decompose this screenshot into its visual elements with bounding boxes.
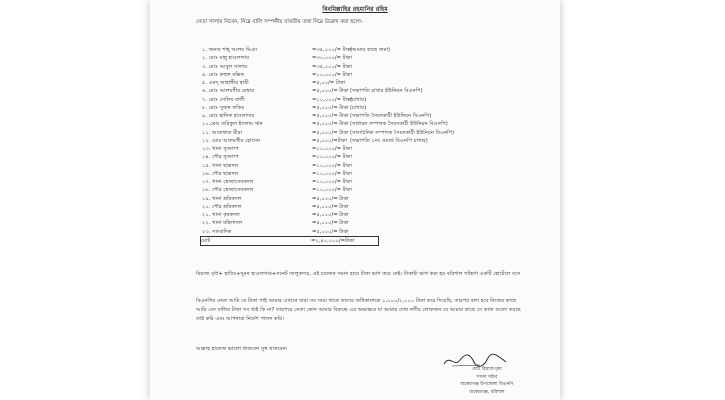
row-note: (সভাপতি চাখার ইউনিয়ন বিএনপি): [350, 88, 423, 95]
row-amount: =১০,০০০/= টাকা: [312, 162, 353, 169]
list-item: [202, 46, 502, 54]
row-amount: =৫,০০০/= টাকা: [312, 212, 349, 218]
list-item: [202, 228, 502, 236]
total-amount: =২,৪০,০০০/=টাকা: [311, 237, 355, 244]
list-item: [202, 219, 502, 227]
row-name: ১৬. শৌর ছাত্রদল: [202, 170, 239, 177]
row-name: ২০. শৌর শ্রমিকদল: [202, 203, 242, 210]
row-note: (চাখার): [350, 96, 367, 103]
row-note: (চাখার): [350, 104, 367, 111]
row-amount: =১০,০০০/= টাকা: [312, 96, 353, 103]
total-row: [200, 236, 379, 246]
signatory-place: বাকেরগঞ্জ, বরিশাল: [469, 389, 505, 395]
row-amount: =৩৫,০০০/= টাকা: [312, 47, 353, 53]
scanned-document: [150, 0, 560, 400]
row-amount: =১০,০০০/= টাকা: [312, 71, 353, 78]
row-amount: =৫,০০০/= টাকা: [312, 203, 349, 210]
row-name: ১৮. শৌর স্বেচ্ছাসেবকদল: [202, 187, 254, 194]
row-name: ১. জনাব শাহ্ আলম মিঞা: [202, 47, 258, 53]
row-amount: =৫,০০০/= টাকা: [312, 228, 349, 235]
list-item: [202, 145, 502, 153]
row-name: ৩. মোঃ আবুল সালাম: [202, 63, 248, 70]
row-note: (আমার কাছে জমা): [350, 47, 391, 53]
row-name: ৯. মোঃ হানিফ হাওলাদার: [202, 113, 255, 119]
list-item: [202, 137, 502, 145]
list-item: [202, 104, 502, 112]
row-name: ১৫. খানা ছাত্রদল: [202, 162, 239, 169]
paragraph-explanation: বিএনপির নেতা আমি যে টাকা পাই আমার এখানে যারা সব সময় থাকে তাদের অধিকাংশকে ১,০০০/২,০০০ টাকা করে দিয়েছি, তারপর বলা হবে নিজের কাছে আমি এত বালির টাকা সব খাই কি না? তারপরে নেতা কোন আমার বিরুদ্ধে এর অভ্যন্তরে যা আমার দোষ দলীয় লোকজন যে আমার কাছে সে কাজ গুলো করছে তাই করি এবং আপনারা নির্দেশ পালন করি।: [196, 298, 521, 322]
signatory-title: সদস্য সচিব: [476, 374, 498, 380]
row-name: ১৪. শৌর সুজলপ: [202, 154, 239, 161]
row-amount: =১০,০০০/= টাকা: [312, 146, 353, 152]
row-amount: =৫,০০০/= টাকা: [312, 220, 349, 227]
list-item: [202, 178, 502, 186]
list-item: [202, 63, 502, 71]
row-amount: =১০,০০০/= টাকা: [312, 187, 353, 194]
document-title: বিবমিল্লাহির রহমানির রহিম: [322, 6, 388, 13]
row-name: ২৩. সাংবাদিক: [202, 228, 232, 235]
row-name: ৬. মোঃ আলমগীর মেম্বার: [202, 88, 255, 95]
row-amount: =৫,০০০/= টাকা: [312, 104, 349, 111]
row-note: (সভাপতি ১নং ওয়ার্ড বিএনপি চাখার): [350, 137, 428, 144]
row-amount: =১০,০০০/= টাকা: [312, 154, 353, 161]
row-name: ১২. মোঃ আলমগীর হোসেন: [202, 137, 261, 144]
row-name: ৮. মোঃ সুজন ফকির: [202, 104, 245, 111]
list-item: [202, 203, 502, 211]
row-amount: =৫,০০০/= টাকা: [312, 129, 349, 136]
list-item: [202, 112, 502, 120]
row-note: (সাংগঠনিক সম্পাদক সৈয়দকাঠী ইউনিয়ন বিএনপি): [350, 129, 455, 136]
intro-text: নেতা সালাম নিবেন, নিম্নে বালি সম্পর্কীয় যাবতীয় তথ্য নিম্নে উল্লেখ করা হলো-: [196, 19, 363, 25]
row-amount: =৫,০০০/= টাকা: [312, 113, 349, 119]
row-name: ১৯. খানা শ্রমিকদল: [202, 195, 242, 202]
list-item: [202, 87, 502, 95]
signatory-organization: বাকেরগঞ্জ উপজেলা বিএনপি: [460, 382, 514, 387]
row-name: ১৭. খানা স্বেচ্ছাসেবকদল: [202, 179, 254, 185]
list-item: [202, 120, 502, 128]
total-label: মোট: [201, 237, 211, 244]
list-item: [202, 162, 502, 170]
list-item: [202, 96, 502, 104]
row-name: ২২. খানা মহিলাদল: [202, 220, 243, 227]
list-item: [202, 170, 502, 178]
row-note: (সভাপতি সৈয়দকাঠী ইউনিয়ন বিএনপি): [350, 113, 432, 119]
list-item: [202, 79, 502, 87]
row-amount: =৫,০০০/=টাকা: [312, 137, 348, 144]
list-item: [202, 211, 502, 219]
row-name: ১০.মোঃ তরিকুল ইসলাম খান: [202, 121, 263, 128]
contribution-list: [202, 46, 502, 246]
row-name: ২. মোঃ মান্নু হাওলাদার: [202, 55, 250, 62]
row-amount: =৫,০০০/= টাকা: [312, 195, 349, 202]
row-amount: =১০,০০০/= টাকা: [312, 179, 353, 185]
row-amount: =৫,০০০/= টাকা: [312, 88, 349, 95]
list-item: [202, 153, 502, 161]
paragraph-closing: আল্লাহ হাফেজ ভালো থাকবেন সুস্থ থাকবেন।: [196, 346, 288, 352]
row-amount: =৩৫,০০০/= টাকা: [312, 63, 353, 70]
list-item: [202, 71, 502, 79]
paragraph-distribution: রিয়াজ মৃধা+ হাবিব+সুমন হাওলাদার+সনেট তালুকদার, এই চারজন সমান হারে টাকা ভাগ করে নেই। টাকাটা ভাগ করা হয় বরিশাল গটহগা একটি হোটেলে বসে: [196, 271, 521, 277]
row-amount: =৫,০০/= টাকা: [312, 80, 346, 86]
row-amount: =৩০,০০০/= টাকা: [312, 55, 353, 62]
list-item: [202, 54, 502, 62]
list-item: [202, 129, 502, 137]
row-name: ১৩. খানা সুজলপ: [202, 146, 239, 152]
row-name: ৪. মোঃ রুহুল মল্লিক: [202, 71, 245, 78]
row-amount: =৫,০০০/= টাকা: [312, 121, 349, 128]
list-item: [202, 186, 502, 194]
row-name: ২১. খানা কৃষকদল: [202, 212, 240, 218]
row-name: ৭. মোঃ সেলিম বালী: [202, 96, 245, 103]
row-name: ৫. এমদ্ জাহাঙ্গীর স্বামী: [202, 80, 249, 86]
row-amount: =১০,০০০/= টাকা: [312, 170, 353, 177]
list-item: [202, 195, 502, 203]
row-name: ১১. আরাফাত মীরা: [202, 129, 242, 136]
signatory-name: মোঃ রিয়াজ মৃধা: [472, 367, 502, 372]
row-note: (সাধারন সম্পাদক সৈয়দকাঠী ইউনিয়ন বিএনপি): [350, 121, 448, 128]
signature-block: [432, 366, 542, 396]
